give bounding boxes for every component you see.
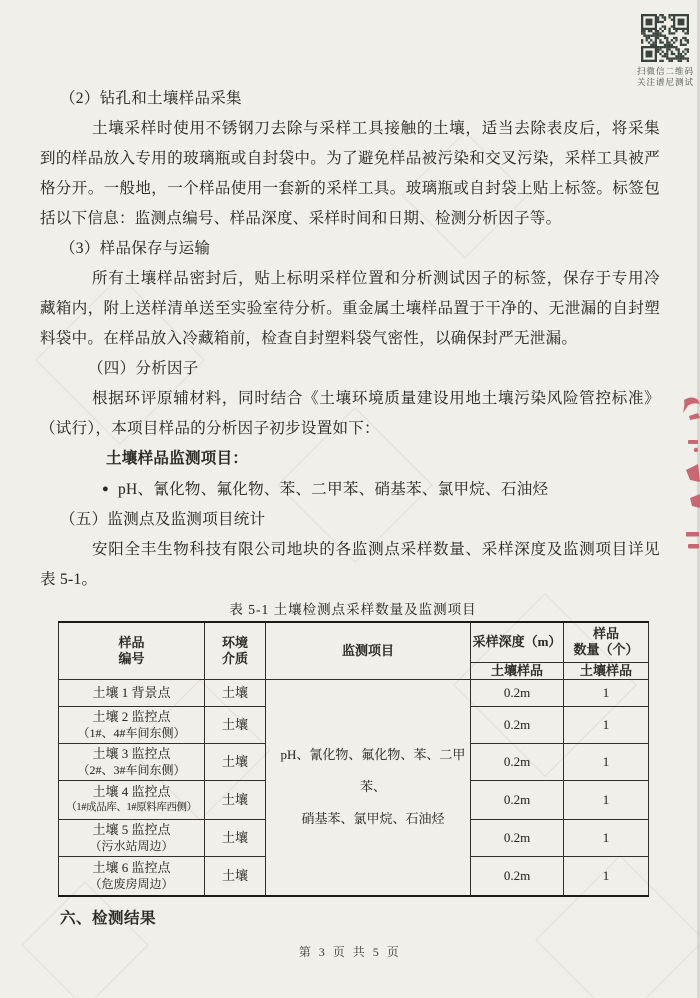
bullet-line — [102, 474, 660, 505]
paragraph-analysis-factors: 根据环评原辅材料，同时结合《土壤环境质量建设用地土壤污染风险管控标准》（试行），本项目样品的分析因子初步设置如下： — [40, 390, 660, 437]
col-header-quantity: 样品 数量（个） — [564, 622, 649, 662]
qr-caption-line2: 关注谱尼测试 — [637, 77, 695, 87]
monitor-items-label: 土壤样品监测项目： — [106, 450, 249, 467]
paragraph-storage: 所有土壤样品密封后，贴上标明采样位置和分析测试因子的标签，保存于专用冷藏箱内，附上送样清单送至实验室待分析。重金属土壤样品置于干净的、无泄漏的自封塑料袋中。在样品放入冷藏箱前，检查自封塑料袋气密性，以确保封严无泄漏。 — [40, 270, 660, 347]
col-header-sample-id: 样品 编号 — [59, 622, 205, 679]
table-row: 土壤 3 监控点 （2#、3#车间东侧） 土壤 0.2m 1 — [59, 743, 649, 780]
col-header-depth: 采样深度（m） — [471, 622, 564, 662]
paragraph-sampling: 土壤采样时使用不锈钢刀去除与采样工具接触的土壤，适当去除表皮后，将采集到的样品放入专用的玻璃瓶或自封袋中。为了避免样品被污染和交叉污染，采样工具被严格分开。一般地，一个样品使用一套新的采样工具。玻璃瓶或自封袋上贴上标签。标签包括以下信息：监测点编号、样品深度、采样时间和日期、检测分析因子等。 — [40, 120, 660, 227]
qr-caption-line1: 扫微信二维码 — [637, 66, 695, 76]
subheader-qty-soil: 土壤样品 — [564, 662, 649, 679]
bullet-icon: ● — [102, 483, 109, 495]
section-heading-results: 六、检测结果 — [60, 910, 157, 927]
table-title: 表 5-1 土壤检测点采样数量及监测项目 — [229, 602, 477, 617]
page-number: 第 3 页 共 5 页 — [298, 945, 402, 959]
col-header-items: 监测项目 — [266, 622, 471, 679]
section-heading-monitor-stats: （五）监测点及监测项目统计 — [60, 511, 266, 528]
section-heading-analysis-factors: （四）分析因子 — [88, 360, 199, 377]
col-header-medium: 环境 介质 — [205, 622, 266, 679]
sampling-table — [58, 621, 649, 897]
table-row: 土壤 2 监控点 （1#、4#车间东侧） 土壤 0.2m 1 — [59, 706, 649, 743]
bullet-items-text: pH、氰化物、氟化物、苯、二甲苯、硝基苯、氯甲烷、石油烃 — [117, 481, 549, 498]
monitor-items-cell: pH、氰化物、氟化物、苯、二甲苯、 硝基苯、氯甲烷、石油烃 — [266, 679, 471, 896]
table-row: 土壤 6 监控点 （危废房周边） 土壤 0.2m 1 — [59, 856, 649, 896]
subheader-depth-soil: 土壤样品 — [471, 662, 564, 679]
paragraph-monitor-stats: 安阳全丰生物科技有限公司地块的各监测点采样数量、采样深度及监测项目详见表 5-1。 — [40, 541, 660, 588]
table-row: 土壤 1 背景点 土壤 pH、氰化物、氟化物、苯、二甲苯、 硝基苯、氯甲烷、石油烃 0.2m 1 — [59, 679, 649, 706]
table-row: 土壤 5 监控点 （污水站周边） 土壤 0.2m 1 — [59, 819, 649, 856]
table-row: 土壤 4 监控点 （1#成品库、1#原料库西侧） 土壤 0.2m 1 — [59, 780, 649, 819]
section-heading-sampling: （2）钻孔和土壤样品采集 — [60, 90, 242, 107]
section-heading-storage: （3）样品保存与运输 — [60, 240, 211, 257]
